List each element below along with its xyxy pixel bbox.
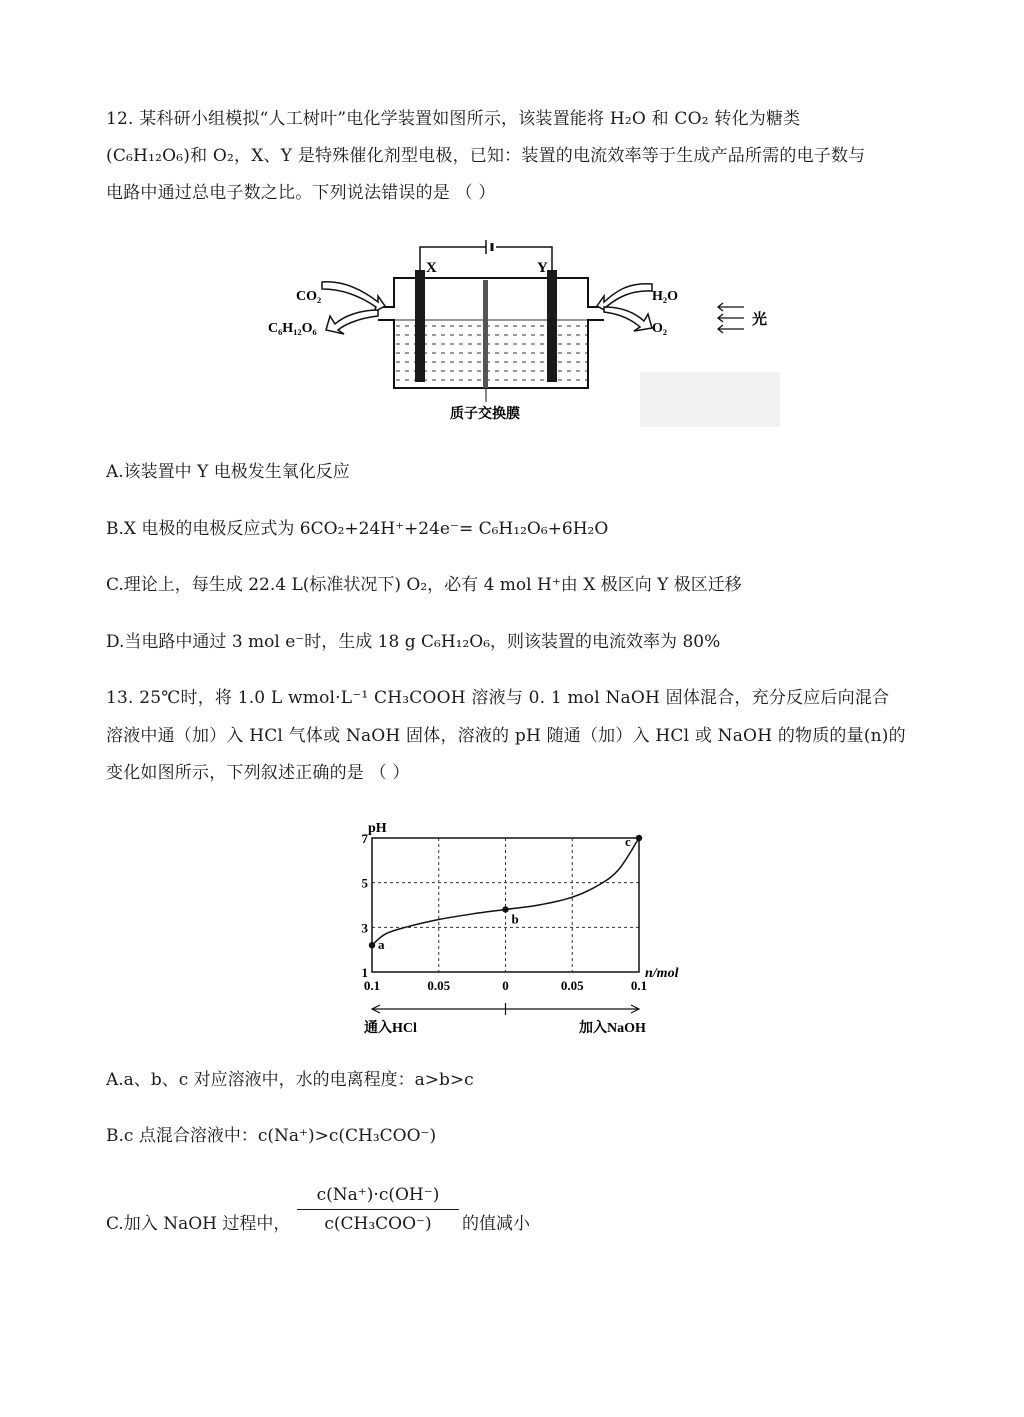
q13-stem-line2: 溶液中通（加）入 HCl 气体或 NaOH 固体，溶液的 pH 随通（加）入 HCl 或 NaOH 的物质的量(n)的 — [106, 726, 906, 746]
chart-hcl-direction-label: 通入HCl — [364, 1021, 417, 1036]
right-flow-arrows — [597, 284, 652, 331]
q13-option-c-fraction — [297, 1183, 459, 1236]
x-tick-label: 0.1 — [630, 978, 648, 993]
q13-option-a: A.a、b、c 对应溶液中，水的电离程度：a>b>c — [106, 1070, 474, 1090]
data-point-label-a: a — [378, 937, 385, 953]
label-h2o: H₂O — [652, 289, 678, 304]
battery-icon — [486, 240, 492, 254]
chart-y-axis-label: pH — [368, 821, 387, 836]
y-tick-label: 1 — [361, 965, 368, 980]
y-tick-label: 7 — [361, 831, 368, 846]
label-membrane: 质子交换膜 — [450, 407, 520, 422]
chart-grid — [372, 838, 639, 972]
chart-x-axis-label: n/mol — [645, 966, 679, 981]
data-point-b — [502, 906, 508, 912]
q13-option-c-prefix: C.加入 NaOH 过程中， — [106, 1214, 291, 1234]
y-tick-label: 3 — [361, 920, 368, 936]
chart-naoh-direction-label: 加入NaOH — [579, 1021, 646, 1036]
label-co2: CO₂ — [296, 289, 322, 304]
chart-direction-arrow — [372, 1003, 639, 1015]
q13-option-c-suffix: 的值减小 — [462, 1214, 530, 1234]
label-x: X — [426, 260, 437, 276]
q13-stem-line1: 13. 25℃时，将 1.0 L wmol·L⁻¹ CH₃COOH 溶液与 0. 1 mol NaOH 固体混合，充分反应后向混合 — [106, 688, 890, 708]
light-arrows — [718, 303, 744, 333]
q12-option-d: D.当电路中通过 3 mol e⁻时，生成 18 g C₆H₁₂O₆，则该装置的电流效率为 80% — [106, 632, 721, 652]
scan-tint — [640, 372, 780, 427]
left-flow-arrows — [322, 282, 385, 334]
electrode-x — [415, 270, 425, 382]
ph-chart — [350, 812, 690, 1037]
fraction-numerator: c(Na⁺)·c(OH⁻) — [316, 1185, 440, 1205]
label-light: 光 — [752, 312, 768, 328]
fraction-denominator: c(CH₃COO⁻) — [324, 1214, 432, 1234]
q12-option-a: A.该装置中 Y 电极发生氧化反应 — [106, 462, 350, 482]
electrode-y — [547, 270, 557, 382]
x-tick-label: 0 — [502, 978, 509, 993]
label-o2: O₂ — [652, 321, 668, 336]
x-tick-label: 0.1 — [363, 978, 381, 993]
q12-option-c: C.理论上，每生成 22.4 L(标准状况下) O₂，必有 4 mol H⁺由 X 极区向 Y 极区迁移 — [106, 575, 742, 595]
proton-exchange-membrane — [483, 280, 488, 388]
data-point-a — [369, 942, 375, 948]
q12-stem-line1: 12. 某科研小组模拟“人工树叶”电化学装置如图所示，该装置能将 H₂O 和 CO₂ 转化为糖类 — [106, 109, 801, 129]
x-tick-label: 0.05 — [560, 978, 584, 993]
data-point-c — [636, 835, 642, 841]
data-point-label-c: c — [625, 834, 631, 849]
x-tick-label: 0.05 — [427, 978, 451, 993]
q12-stem-line2: (C₆H₁₂O₆)和 O₂，X、Y 是特殊催化剂型电极，已知：装置的电流效率等于生成产品所需的电子数与 — [106, 146, 866, 166]
data-point-label-b: b — [511, 911, 519, 927]
q13-stem-line3: 变化如图所示，下列叙述正确的是 （ ） — [106, 763, 410, 783]
q13-option-b: B.c 点混合溶液中：c(Na⁺)>c(CH₃COO⁻) — [106, 1126, 437, 1146]
label-y: Y — [537, 260, 548, 276]
label-glucose: C₆H₁₂O₆ — [268, 321, 317, 336]
q12-stem-line3: 电路中通过总电子数之比。下列说法错误的是 （ ） — [106, 183, 496, 203]
q12-electrochemical-figure — [260, 232, 780, 432]
q12-option-b: B.X 电极的电极反应式为 6CO₂+24H⁺+24e⁻= C₆H₁₂O₆+6H₂O — [106, 519, 609, 539]
fraction-bar — [297, 1209, 459, 1210]
y-tick-label: 5 — [361, 875, 368, 891]
